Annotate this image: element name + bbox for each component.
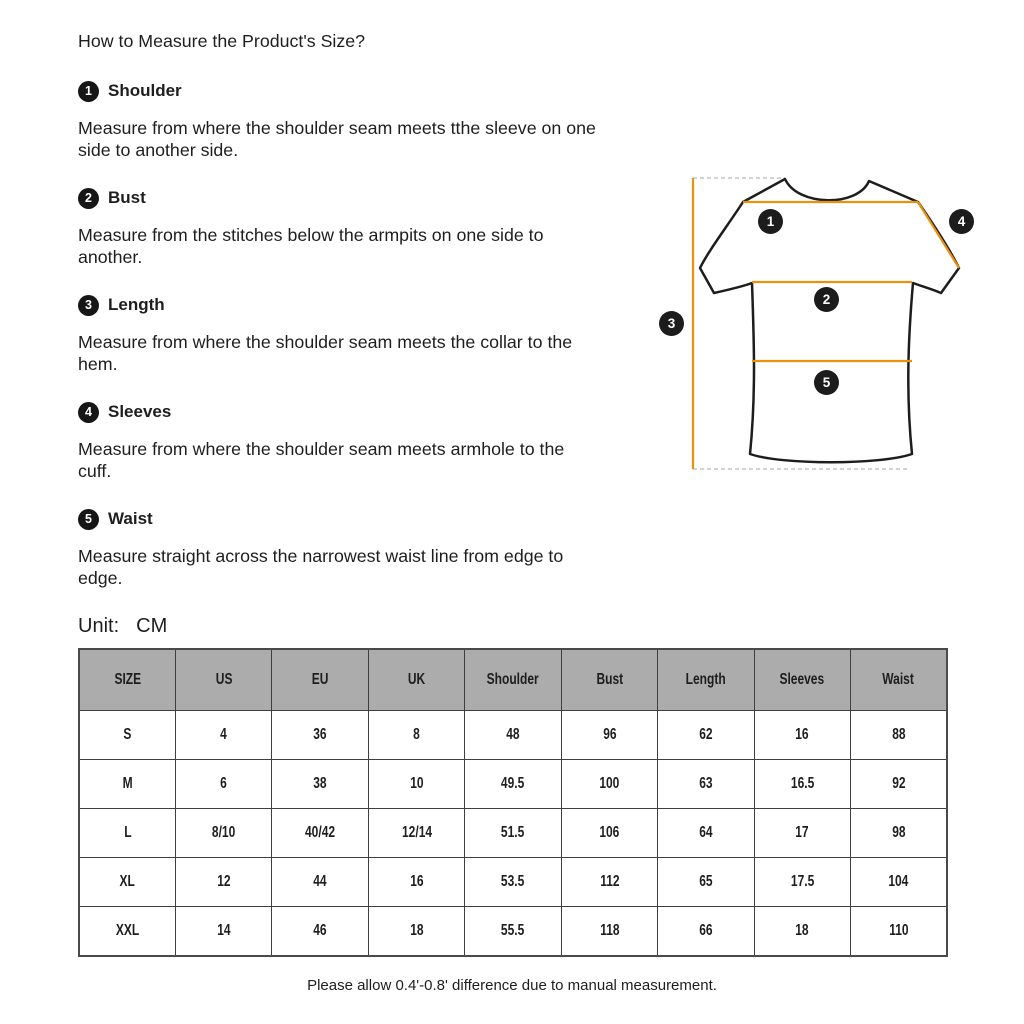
table-row-xl — [79, 858, 947, 907]
table-cell — [175, 858, 271, 907]
instruction-label-bust: Bust — [108, 188, 146, 207]
instruction-heading-bust — [78, 187, 599, 209]
table-cell — [561, 809, 657, 858]
tshirt-outline — [700, 179, 959, 462]
unit-label: Unit: — [78, 615, 120, 637]
table-cell — [272, 809, 368, 858]
measurement-note: Please allow 0.4'-0.8' difference due to manual measurement. — [307, 977, 717, 994]
instruction-length — [78, 294, 599, 375]
cell-value: 17.5 — [790, 873, 814, 890]
instruction-heading-shoulder — [78, 80, 599, 102]
table-cell — [368, 858, 464, 907]
size-table — [78, 648, 948, 957]
cell-value: 88 — [891, 726, 906, 743]
cell-value: L — [123, 824, 132, 841]
cell-value: 16.5 — [790, 775, 814, 792]
instruction-heading-waist — [78, 508, 599, 530]
table-cell — [561, 907, 657, 957]
cell-value: 44 — [313, 873, 327, 890]
table-cell — [658, 711, 754, 760]
diagram-marker-length-icon: 3 — [659, 311, 684, 336]
table-cell — [658, 858, 754, 907]
instruction-desc-shoulder: Measure from where the shoulder seam meets tthe sleeve on one side to another side. — [78, 118, 596, 160]
column-header-eu — [272, 649, 368, 711]
column-header-sleeves — [754, 649, 850, 711]
cell-value: 12 — [216, 873, 231, 890]
table-cell — [175, 711, 271, 760]
cell-value: 66 — [699, 922, 713, 939]
table-row-xxl — [79, 907, 947, 957]
table-cell — [272, 907, 368, 957]
cell-value: 48 — [506, 726, 520, 743]
table-row-s — [79, 711, 947, 760]
table-cell — [754, 760, 850, 809]
step-2-badge-icon: 2 — [78, 188, 99, 209]
instruction-desc-length: Measure from where the shoulder seam meets the collar to the hem. — [78, 332, 573, 374]
cell-value: 36 — [313, 726, 327, 743]
column-header-size — [79, 649, 175, 711]
instruction-label-length: Length — [108, 295, 165, 314]
cell-value: 62 — [699, 726, 713, 743]
step-5-badge-icon: 5 — [78, 509, 99, 530]
instruction-desc-bust: Measure from the stitches below the armpits on one side to another. — [78, 225, 544, 267]
instruction-label-shoulder: Shoulder — [108, 81, 182, 100]
cell-value: 96 — [602, 726, 617, 743]
instruction-desc-waist: Measure straight across the narrowest waist line from edge to edge. — [78, 546, 564, 588]
cell-value: 63 — [699, 775, 713, 792]
cell-value: 14 — [216, 922, 231, 939]
diagram-marker-shoulder-icon: 1 — [758, 209, 783, 234]
table-cell — [175, 760, 271, 809]
column-header-length — [658, 649, 754, 711]
table-cell — [465, 711, 561, 760]
cell-value: 8/10 — [211, 824, 236, 841]
cell-value: XL — [119, 873, 136, 890]
table-cell — [465, 907, 561, 957]
table-cell — [754, 809, 850, 858]
cell-value: 18 — [795, 922, 809, 939]
table-cell — [175, 907, 271, 957]
cell-value: 98 — [891, 824, 906, 841]
table-cell — [272, 760, 368, 809]
table-cell — [851, 711, 948, 760]
instruction-waist — [78, 508, 599, 589]
table-cell — [272, 858, 368, 907]
cell-value: 18 — [409, 922, 424, 939]
cell-value: 106 — [599, 824, 620, 841]
tshirt-measurement-diagram — [640, 150, 1024, 490]
cell-value: M — [122, 775, 133, 792]
table-cell — [754, 711, 850, 760]
cell-value: 118 — [599, 922, 620, 939]
table-cell — [658, 907, 754, 957]
cell-value: 8 — [413, 726, 420, 743]
diagram-marker-waist-icon: 5 — [814, 370, 839, 395]
cell-value: 49.5 — [501, 775, 525, 792]
cell-value: 4 — [220, 726, 227, 743]
cell-value: 65 — [699, 873, 713, 890]
table-cell — [465, 760, 561, 809]
table-cell — [658, 760, 754, 809]
cell-value: 40/42 — [305, 824, 336, 841]
cell-value: XXL — [115, 922, 140, 939]
table-row-m — [79, 760, 947, 809]
cell-value: 38 — [313, 775, 327, 792]
column-header-label: US — [215, 671, 232, 688]
column-header-label: Sleeves — [779, 671, 825, 688]
step-4-badge-icon: 4 — [78, 402, 99, 423]
table-cell — [658, 809, 754, 858]
table-cell — [561, 858, 657, 907]
header-row — [79, 649, 947, 711]
table-cell — [368, 907, 464, 957]
size-table-body — [79, 711, 947, 957]
table-cell — [368, 711, 464, 760]
unit-value: CM — [136, 615, 168, 637]
step-1-badge-icon: 1 — [78, 81, 99, 102]
table-cell — [851, 760, 948, 809]
cell-value: 92 — [891, 775, 906, 792]
table-cell — [79, 809, 175, 858]
column-header-label: EU — [311, 671, 329, 688]
table-cell — [754, 907, 850, 957]
diagram-marker-bust-icon: 2 — [814, 287, 839, 312]
cell-value: 100 — [599, 775, 620, 792]
cell-value: 110 — [888, 922, 909, 939]
table-cell — [561, 760, 657, 809]
cell-value: 55.5 — [501, 922, 525, 939]
table-cell — [79, 907, 175, 957]
column-header-label: SIZE — [114, 671, 141, 688]
instruction-heading-sleeves — [78, 401, 599, 423]
cell-value: 104 — [888, 873, 909, 890]
table-cell — [465, 858, 561, 907]
instruction-label-waist: Waist — [108, 509, 153, 528]
column-header-label: Waist — [882, 671, 915, 688]
column-header-us — [175, 649, 271, 711]
instruction-shoulder — [78, 80, 599, 161]
step-3-badge-icon: 3 — [78, 295, 99, 316]
unit-line — [78, 615, 599, 638]
size-table-header — [79, 649, 947, 711]
page-title: How to Measure the Product's Size? — [78, 31, 366, 51]
instruction-sleeves — [78, 401, 599, 482]
table-cell — [851, 907, 948, 957]
table-cell — [272, 711, 368, 760]
cell-value: 112 — [599, 873, 620, 890]
table-cell — [465, 809, 561, 858]
table-cell — [754, 858, 850, 907]
cell-value: 17 — [795, 824, 809, 841]
column-header-shoulder — [465, 649, 561, 711]
instruction-heading-length — [78, 294, 599, 316]
table-cell — [79, 858, 175, 907]
column-header-label: UK — [407, 671, 426, 688]
cell-value: 51.5 — [501, 824, 525, 841]
instruction-label-sleeves: Sleeves — [108, 402, 172, 421]
cell-value: 16 — [409, 873, 424, 890]
table-cell — [368, 760, 464, 809]
cell-value: 64 — [699, 824, 713, 841]
instruction-bust — [78, 187, 599, 268]
cell-value: 10 — [409, 775, 424, 792]
column-header-label: Shoulder — [486, 671, 539, 688]
table-cell — [79, 760, 175, 809]
table-cell — [851, 809, 948, 858]
cell-value: 53.5 — [501, 873, 525, 890]
table-cell — [561, 711, 657, 760]
measure-instructions-column — [78, 31, 599, 638]
cell-value: 12/14 — [401, 824, 432, 841]
table-cell — [79, 711, 175, 760]
cell-value: 46 — [313, 922, 327, 939]
cell-value: 16 — [795, 726, 809, 743]
column-header-label: Bust — [596, 671, 623, 688]
column-header-bust — [561, 649, 657, 711]
tshirt-diagram-svg — [640, 150, 1024, 490]
column-header-label: Length — [685, 671, 726, 688]
column-header-uk — [368, 649, 464, 711]
table-cell — [851, 858, 948, 907]
diagram-marker-sleeves-icon: 4 — [949, 209, 974, 234]
column-header-waist — [851, 649, 948, 711]
cell-value: 6 — [220, 775, 227, 792]
table-cell — [368, 809, 464, 858]
table-cell — [175, 809, 271, 858]
table-row-l — [79, 809, 947, 858]
instruction-desc-sleeves: Measure from where the shoulder seam meets armhole to the cuff. — [78, 439, 565, 481]
cell-value: S — [123, 726, 132, 743]
